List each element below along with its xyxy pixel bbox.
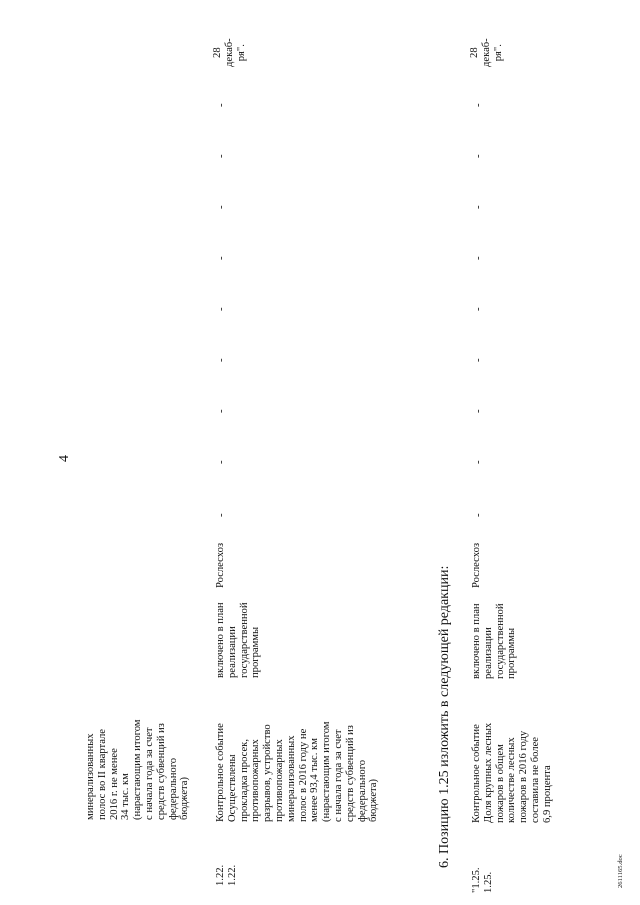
section-heading: 6. Позицию 1.25 изложить в следующей редакции: (437, 565, 452, 868)
text-line: реализации (482, 627, 494, 679)
executor: Рослесхоз (471, 542, 482, 588)
text-line: с начала года за счет (332, 729, 344, 822)
text-line: противопожарных (250, 739, 262, 822)
row-1-22-executor (215, 543, 227, 588)
text-line: 34 тыс. км (120, 773, 132, 820)
text-line: Осуществлены (226, 754, 238, 822)
dash-cell: - (472, 460, 484, 464)
row-1-25-event (471, 723, 554, 823)
date-line: 28 (469, 47, 480, 58)
text-line: Контрольное событие (471, 724, 482, 823)
text-line: бюджета) (368, 778, 380, 822)
text-line: с начала года за счет (143, 727, 155, 820)
text-line: пожаров в 2016 году (518, 730, 530, 823)
text-line: минерализованных (285, 735, 297, 822)
date-line: ря". (235, 44, 247, 62)
dash-cell: - (215, 205, 227, 209)
dash-cell: - (472, 307, 484, 311)
dash-cell: - (215, 256, 227, 260)
text-line: полос во II квартале (96, 728, 108, 820)
text-line: 2016 г. не менее (108, 748, 120, 820)
text-line: (нарастающим итогом (132, 719, 144, 820)
row-1-25-status (471, 603, 518, 679)
text-line: менее 93,4 тыс. км (309, 738, 321, 822)
text-line: бюджета) (179, 776, 191, 820)
dash-cell: - (215, 460, 227, 464)
dash-cell: - (472, 409, 484, 413)
row-number: 1.22. (215, 864, 226, 886)
text-line: федерального (167, 757, 179, 820)
text-line: Контрольное событие (215, 723, 226, 822)
row-1-25-number (471, 867, 495, 893)
text-line: полос в 2016 году не (297, 728, 309, 822)
text-line: реализации (226, 626, 238, 678)
dash-cell: - (215, 307, 227, 311)
date-line: ря". (492, 44, 504, 62)
row-number: 1.25. (482, 871, 494, 893)
text-line: включено в план (471, 603, 482, 679)
continuation-text (85, 720, 191, 821)
text-line: включено в план (215, 602, 226, 678)
row-1-22-status (215, 602, 262, 678)
text-line: составила не более (529, 737, 541, 823)
dash-cell: - (472, 513, 484, 517)
row-1-22-date (212, 38, 247, 67)
text-line: средств субвенций из (344, 725, 356, 822)
dash-cell: - (472, 256, 484, 260)
executor: Рослесхоз (215, 542, 226, 588)
text-line: противопожарных (273, 739, 285, 822)
row-1-22-event (215, 722, 380, 823)
text-line: разрывов, устройство (262, 724, 274, 822)
date-line: 28 (212, 47, 223, 58)
dash-cell: - (472, 103, 484, 107)
text-line: Доля крупных лесных (482, 722, 494, 823)
text-line: федерального (356, 759, 368, 822)
text-line: количестве лесных (506, 737, 518, 823)
footer-filename: 2611165.doc (617, 854, 624, 888)
row-number: 1.22. (226, 864, 238, 886)
text-line: программы (506, 627, 518, 679)
row-number: "1.25. (471, 867, 482, 893)
page-number: 4 (57, 455, 72, 462)
text-line: минерализованных (85, 733, 96, 820)
text-line: государственной (238, 602, 250, 678)
dash-cell: - (472, 205, 484, 209)
row-1-25-executor (471, 543, 483, 588)
row-1-22-number (215, 865, 239, 886)
dash-cell: - (215, 513, 227, 517)
text-line: средств субвенций из (155, 723, 167, 820)
row-1-25-date (469, 38, 504, 67)
dash-cell: - (472, 154, 484, 158)
text-line: прокладка просек, (238, 739, 250, 822)
dash-cell: - (215, 358, 227, 362)
text-line: (нарастающим итогом (321, 721, 333, 822)
text-line: государственной (494, 603, 506, 679)
date-line: декаб- (480, 38, 492, 67)
text-line: пожаров в общем (494, 744, 506, 823)
dash-cell: - (215, 409, 227, 413)
date-line: декаб- (223, 38, 235, 67)
dash-cell: - (215, 154, 227, 158)
text-line: программы (250, 626, 262, 678)
dash-cell: - (472, 358, 484, 362)
dash-cell: - (215, 103, 227, 107)
text-line: 6,9 процента (541, 765, 553, 823)
